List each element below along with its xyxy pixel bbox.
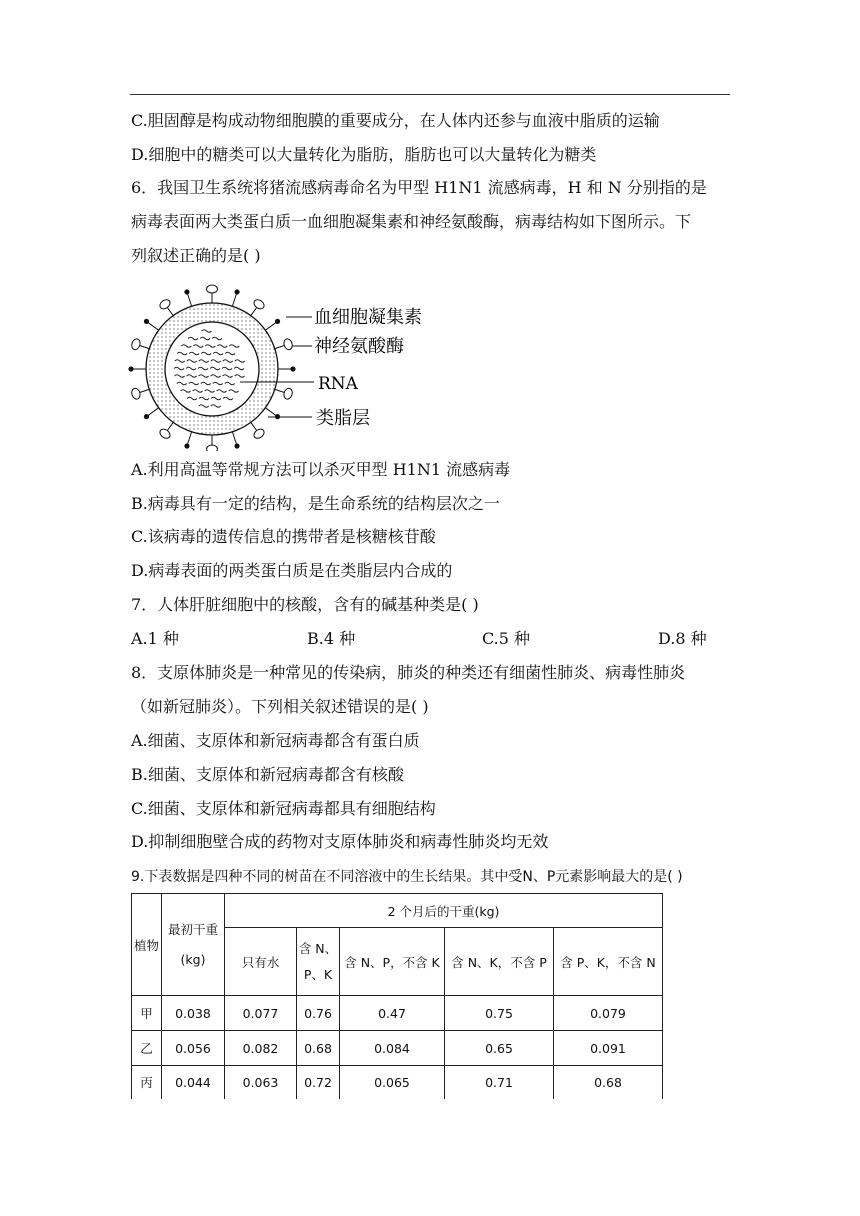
q8-stem-line2: （如新冠肺炎）。下列相关叙述错误的是( )	[131, 697, 429, 716]
cell-value: 0.72	[297, 1066, 340, 1099]
cell-value: 0.091	[554, 1031, 663, 1066]
label-neuraminidase: 神经氨酸酶	[314, 336, 404, 357]
neuraminidase-spike	[144, 414, 149, 419]
cell-value: 0.75	[445, 996, 554, 1031]
spike-stem	[188, 432, 192, 444]
spike-stem	[265, 323, 276, 331]
spike-stem	[232, 432, 236, 444]
header-weight-after-2-months: 2 个月后的干重(kg)	[225, 894, 663, 928]
cell-value: 0.68	[554, 1066, 663, 1099]
q7-option-d: D.8 种	[658, 629, 707, 648]
table-row	[132, 996, 663, 1031]
header-rule	[130, 94, 730, 95]
hemagglutinin-spike	[158, 298, 172, 311]
cell-value: 0.079	[554, 996, 663, 1031]
cell-plant: 乙	[132, 1031, 162, 1066]
growth-data-table	[131, 893, 663, 1099]
q6-option-c: C.该病毒的遗传信息的携带者是核糖核苷酸	[131, 527, 436, 546]
q7-option-b: B.4 种	[307, 629, 356, 648]
cell-value: 0.082	[225, 1031, 297, 1066]
label-rna: RNA	[318, 374, 358, 394]
hemagglutinin-spike	[283, 338, 294, 351]
q6-option-b: B.病毒具有一定的结构，是生命系统的结构层次之一	[131, 494, 500, 513]
spike-stem	[232, 294, 236, 306]
table-row	[132, 1066, 663, 1099]
cell-value: 0.063	[225, 1066, 297, 1099]
spike-stem	[148, 323, 159, 331]
q5-option-d: D.细胞中的糖类可以大量转化为脂肪，脂肪也可以大量转化为糖类	[131, 145, 597, 164]
q8-option-a: A.细菌、支原体和新冠病毒都含有蛋白质	[131, 731, 420, 750]
cell-initial: 0.044	[162, 1066, 225, 1099]
q6-option-d: D.病毒表面的两类蛋白质是在类脂层内合成的	[131, 561, 453, 580]
label-hemagglutinin: 血细胞凝集素	[314, 307, 422, 328]
neuraminidase-spike	[184, 443, 189, 448]
q8-option-b: B.细菌、支原体和新冠病毒都含有核酸	[131, 765, 404, 784]
neuraminidase-spike	[128, 366, 133, 371]
spike-stem	[251, 308, 257, 316]
hemagglutinin-spike	[130, 387, 141, 400]
cell-value: 0.065	[340, 1066, 445, 1099]
cell-value: 0.68	[297, 1031, 340, 1066]
hemagglutinin-spike	[158, 427, 172, 440]
cell-initial: 0.038	[162, 996, 225, 1031]
header-nk-no-p: 含 N、K，不含 P	[445, 928, 554, 996]
table-row	[132, 1031, 663, 1066]
spike-stem	[275, 346, 285, 349]
q8-stem-line1: 8．支原体肺炎是一种常见的传染病，肺炎的种类还有细菌性肺炎、病毒性肺炎	[131, 663, 686, 682]
hemagglutinin-spike	[207, 285, 218, 293]
header-initial-weight: 最初干重 (kg)	[162, 894, 225, 996]
spike-stem	[188, 294, 192, 306]
cell-value: 0.71	[445, 1066, 554, 1099]
hemagglutinin-spike	[130, 338, 141, 351]
q7-option-c: C.5 种	[482, 629, 531, 648]
hemagglutinin-spike	[283, 387, 294, 400]
spike-stem	[251, 422, 257, 430]
header-pk-no-n: 含 P、K，不含 N	[554, 928, 663, 996]
neuraminidase-spike	[275, 319, 280, 324]
spike-stem	[148, 408, 159, 416]
spike-stem	[140, 389, 150, 392]
spike-stem	[275, 389, 285, 392]
virus-structure-figure	[128, 283, 428, 451]
cell-initial: 0.056	[162, 1031, 225, 1066]
spike-stem	[265, 408, 276, 416]
q7-stem: 7．人体肝脏细胞中的核酸，含有的碱基种类是( )	[131, 595, 479, 614]
label-lipid-layer: 类脂层	[316, 408, 370, 429]
q8-option-d: D.抑制细胞壁合成的药物对支原体肺炎和病毒性肺炎均无效	[131, 832, 549, 851]
q9-stem: 9.下表数据是四种不同的树苗在不同溶液中的生长结果。其中受N、P元素影响最大的是( )	[131, 869, 683, 885]
q6-stem-line2: 病毒表面两大类蛋白质一血细胞凝集素和神经氨酸酶，病毒结构如下图所示。下	[131, 212, 692, 231]
hemagglutinin-spike	[207, 445, 218, 451]
q5-option-c: C.胆固醇是构成动物细胞膜的重要成分，在人体内还参与血液中脂质的运输	[131, 111, 660, 130]
q6-stem-line1: 6．我国卫生系统将猪流感病毒命名为甲型 H1N1 流感病毒，H 和 N 分别指的是	[131, 178, 707, 197]
hemagglutinin-spike	[252, 427, 266, 440]
q7-option-a: A.1 种	[131, 629, 179, 648]
cell-plant: 丙	[132, 1066, 162, 1099]
cell-value: 0.47	[340, 996, 445, 1031]
cell-plant: 甲	[132, 996, 162, 1031]
header-np-no-k: 含 N、P，不含 K	[340, 928, 445, 996]
neuraminidase-spike	[234, 443, 239, 448]
spike-stem	[140, 346, 150, 349]
header-plant: 植物	[132, 894, 162, 996]
neuraminidase-spike	[234, 289, 239, 294]
q6-option-a: A.利用高温等常规方法可以杀灭甲型 H1N1 流感病毒	[131, 460, 511, 479]
neuraminidase-spike	[184, 289, 189, 294]
cell-value: 0.084	[340, 1031, 445, 1066]
neuraminidase-spike	[144, 319, 149, 324]
header-npk: 含 N、P、K	[297, 928, 340, 996]
neuraminidase-spike	[290, 366, 295, 371]
q7-options	[131, 629, 731, 649]
spike-stem	[167, 422, 173, 430]
cell-value: 0.76	[297, 996, 340, 1031]
q8-option-c: C.细菌、支原体和新冠病毒都具有细胞结构	[131, 799, 436, 818]
hemagglutinin-spike	[252, 298, 266, 311]
header-water-only: 只有水	[225, 928, 297, 996]
q6-stem-line3: 列叙述正确的是( )	[131, 246, 261, 265]
cell-value: 0.077	[225, 996, 297, 1031]
cell-value: 0.65	[445, 1031, 554, 1066]
spike-stem	[167, 308, 173, 316]
